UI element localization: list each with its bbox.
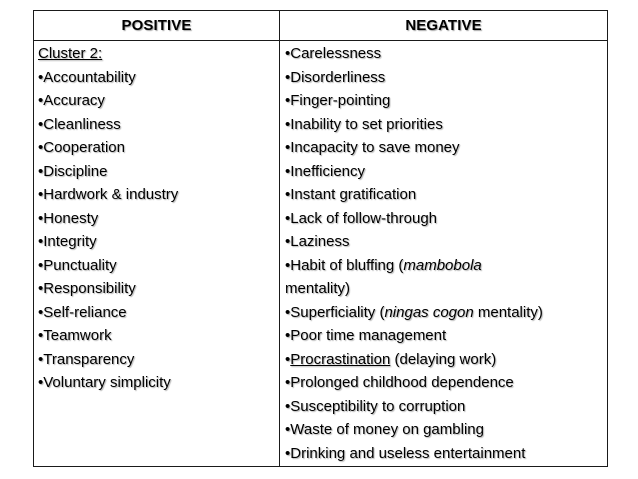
negative-item-procrastination	[285, 348, 603, 372]
negative-item: •Susceptibility to corruption	[285, 397, 466, 415]
values-table	[33, 10, 608, 467]
positive-header: POSITIVE	[34, 11, 280, 40]
table-body-row	[34, 41, 607, 466]
negative-item: •Poor time management	[285, 327, 447, 344]
negative-item: •Carelessness	[285, 45, 382, 62]
negative-item: •Waste of money on gambling	[285, 421, 484, 438]
procrastination-suffix: (delaying work)	[390, 350, 497, 368]
positive-item: •Accountability	[38, 68, 136, 86]
negative-item: •Finger-pointing	[285, 92, 391, 109]
procrastination-bullet: •	[285, 350, 291, 368]
positive-item: •Cooperation	[38, 139, 125, 156]
procrastination-term: Procrastination	[290, 350, 391, 368]
negative-item: •Disorderliness	[285, 68, 386, 86]
positive-column	[34, 41, 280, 466]
positive-item: •Responsibility	[38, 280, 136, 297]
negative-item: •Laziness	[285, 233, 350, 250]
positive-item: •Voluntary simplicity	[38, 374, 171, 391]
bluffing-prefix: •Habit of bluffing (	[285, 256, 404, 274]
cluster-title: Cluster 2:	[38, 45, 103, 62]
positive-item: •Hardwork & industry	[38, 186, 179, 203]
positive-item: •Integrity	[38, 233, 97, 250]
positive-item: •Transparency	[38, 350, 135, 368]
positive-item: •Accuracy	[38, 92, 105, 109]
negative-item: •Prolonged childhood dependence	[285, 374, 514, 391]
negative-item: •Inefficiency	[285, 162, 366, 180]
table-header-row	[34, 11, 607, 41]
negative-item: •Lack of follow-through	[285, 209, 437, 227]
negative-item-bluffing	[285, 254, 603, 278]
negative-item-superficiality	[285, 301, 603, 325]
negative-header: NEGATIVE	[405, 17, 482, 34]
positive-item: •Punctuality	[38, 256, 117, 274]
superficiality-italic-term: ningas cogon	[384, 303, 474, 321]
negative-item: •Inability to set priorities	[285, 115, 443, 133]
negative-item: •Instant gratification	[285, 186, 417, 203]
superficiality-suffix: mentality)	[473, 303, 543, 321]
positive-item: •Cleanliness	[38, 115, 121, 133]
superficiality-prefix: •Superficiality (	[285, 303, 385, 321]
positive-item: •Teamwork	[38, 327, 112, 344]
bluffing-suffix: mentality)	[285, 280, 351, 297]
positive-item: •Discipline	[38, 162, 108, 180]
positive-item: •Self-reliance	[38, 303, 127, 321]
bluffing-italic-term: mambobola	[403, 256, 482, 274]
negative-item: •Drinking and useless entertainment	[285, 444, 526, 462]
negative-column	[280, 41, 607, 466]
positive-item: •Honesty	[38, 209, 99, 227]
negative-item: •Incapacity to save money	[285, 139, 460, 156]
